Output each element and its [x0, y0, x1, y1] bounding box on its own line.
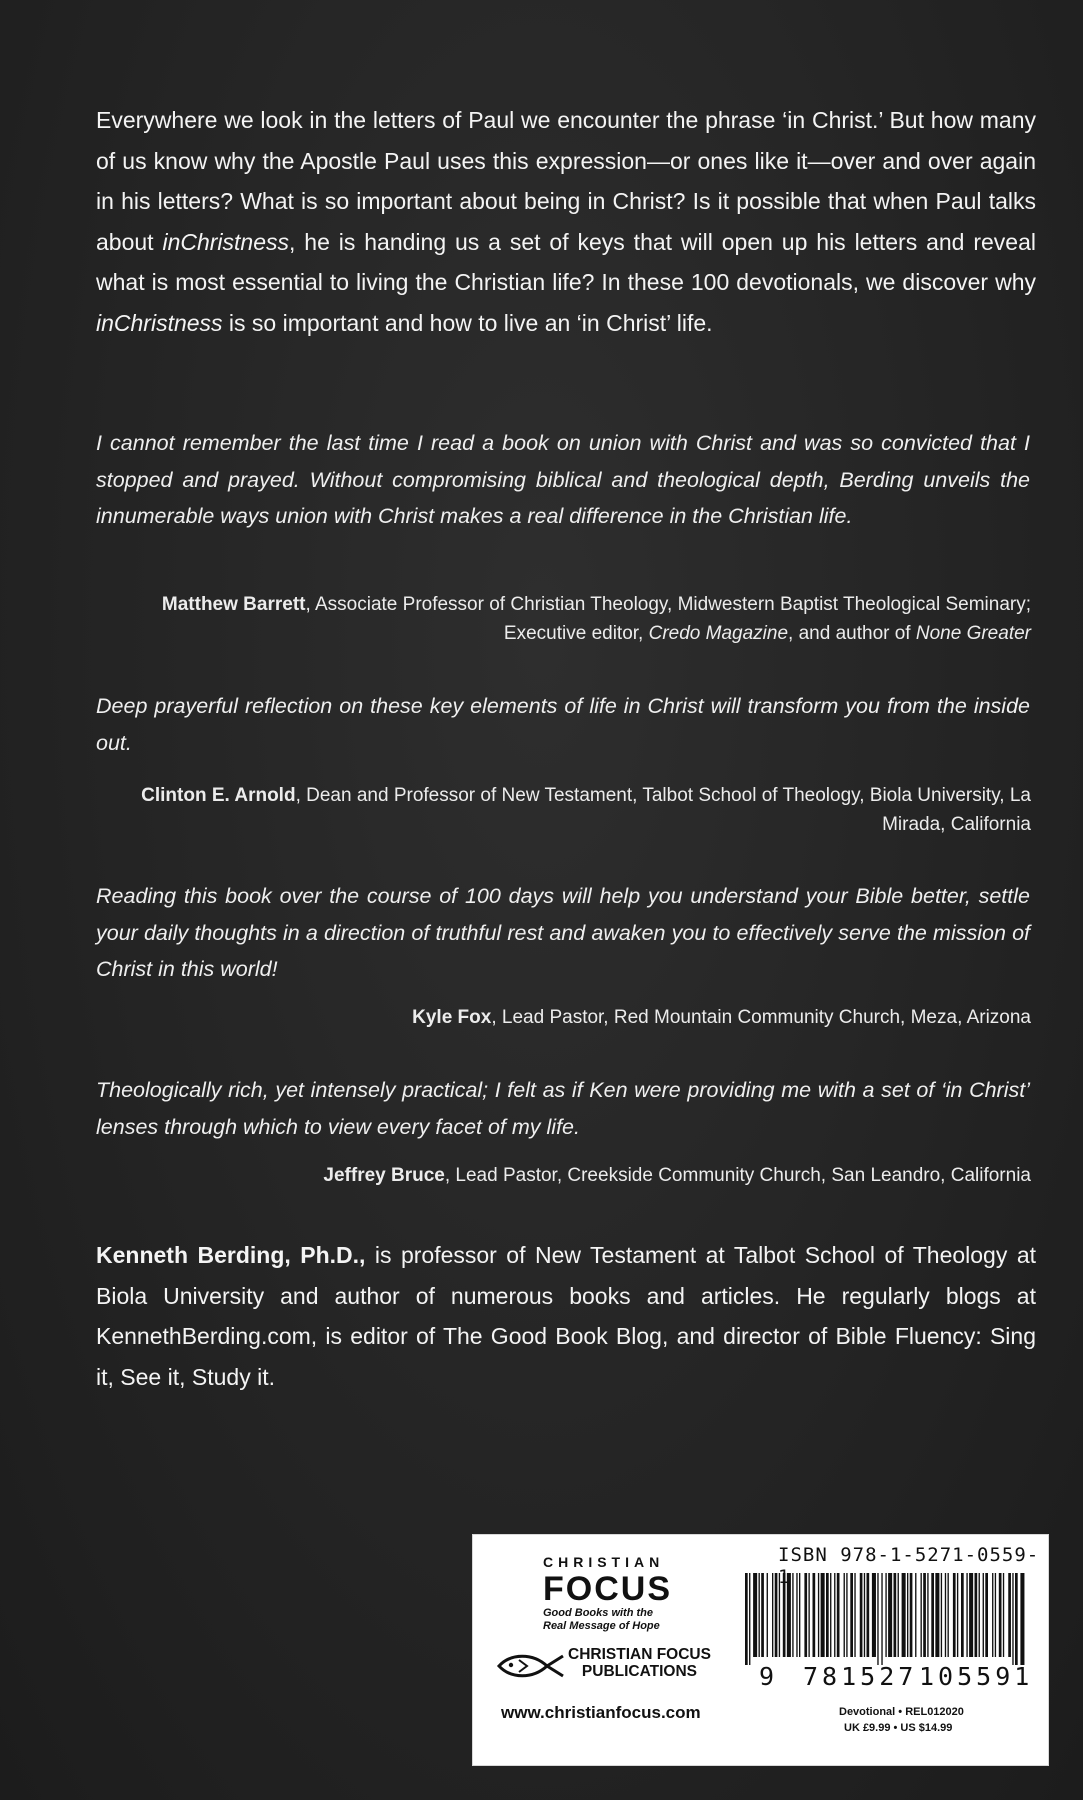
barcode-bar	[864, 1573, 865, 1657]
barcode-bar	[902, 1573, 906, 1657]
author-bio-text: is professor of New Testament at Talbot School of Theology at Biola University and author of numerous books and articles. He regularly blogs at KennethBerding.com, is editor of The Good Book Blog, and director of Bible Fluency: Sing it, See it, Study it.	[96, 1242, 1036, 1390]
barcode-bar	[1020, 1573, 1024, 1665]
barcode-bar	[921, 1573, 922, 1657]
endorser-name: Kyle Fox	[412, 1007, 492, 1028]
barcode-bar	[854, 1573, 855, 1657]
barcode-bar	[966, 1573, 967, 1657]
barcode-bar	[941, 1573, 942, 1657]
publisher-logo	[543, 1553, 693, 1633]
barcode-bar	[983, 1573, 984, 1657]
barcode-bar	[872, 1573, 876, 1657]
barcode-bar	[772, 1573, 773, 1657]
barcode-bar	[877, 1573, 878, 1665]
blurb-emphasis-2: inChristness	[96, 309, 223, 336]
barcode-bar	[753, 1573, 757, 1657]
blurb-text-2: , he is handing us a set of keys that will open up his letters and reveal what is most essential to living the Christian life? In these 100 devotionals, we discover why	[96, 228, 1036, 296]
barcode-bar	[923, 1573, 926, 1657]
barcode-bar	[985, 1573, 988, 1657]
author-bio	[96, 1235, 1036, 1397]
barcode-bar	[826, 1573, 829, 1657]
endorsement-quote-fox: Reading this book over the course of 100 days will help you understand your Bible better, settle your daily thoughts in a direction of truthful rest and awaken you to effectively serve the mission of Christ in this world!	[96, 884, 1030, 981]
barcode-bar	[792, 1573, 793, 1657]
barcode-bar	[888, 1573, 892, 1657]
endorser-name: Clinton E. Arnold	[141, 785, 296, 806]
barcode-bar	[844, 1573, 845, 1657]
endorsement-quote-arnold: Deep prayerful reflection on these key elements of life in Christ will transform you from the inside out.	[96, 694, 1030, 755]
barcode-digits-left: 781527	[803, 1662, 918, 1691]
barcode-bar	[894, 1573, 897, 1657]
ichthys-fish-icon	[493, 1651, 565, 1681]
publisher-website: www.christianfocus.com	[501, 1703, 701, 1722]
logo-main-text: FOCUS	[543, 1570, 672, 1608]
endorsement-quote-barrett: I cannot remember the last time I read a book on union with Christ and was so convicted that I stopped and prayed. Without compromising biblical and theological depth, Berding unveils the innumerable ways union with Christ makes a real difference in the Christian life.	[96, 431, 1030, 528]
barcode-bar	[821, 1573, 825, 1657]
endorser-role: , and author of	[788, 623, 916, 644]
barcode-bar	[745, 1573, 748, 1665]
barcode-bar	[898, 1573, 899, 1657]
barcode-bar	[975, 1573, 978, 1657]
barcode-bar	[1003, 1573, 1004, 1657]
endorser-role-emphasis: Credo Magazine	[648, 623, 789, 644]
barcode-bar	[867, 1573, 870, 1657]
barcode-bar	[830, 1573, 831, 1657]
imprint-name	[568, 1646, 711, 1680]
endorsement-attribution-arnold	[101, 781, 1031, 839]
barcode-bar	[957, 1573, 958, 1657]
author-name: Kenneth Berding, Ph.D.,	[96, 1242, 366, 1268]
book-price: UK £9.99 • US $14.99	[844, 1722, 953, 1734]
endorsement-attribution-fox	[101, 1003, 1031, 1032]
barcode-bar	[935, 1573, 939, 1657]
barcode-bar	[961, 1573, 964, 1657]
imprint-name-line-2: PUBLICATIONS	[581, 1663, 698, 1680]
book-blurb	[96, 100, 1036, 344]
barcode-bar	[927, 1573, 928, 1657]
barcode-bar	[979, 1573, 980, 1657]
barcode-bar	[787, 1573, 791, 1657]
barcode-bar	[846, 1573, 847, 1657]
barcode-bar	[945, 1573, 946, 1657]
endorser-role-emphasis: None Greater	[915, 623, 1031, 644]
barcode-bar	[804, 1573, 807, 1657]
barcode-bar	[779, 1573, 780, 1657]
barcode-graphic	[739, 1573, 1029, 1665]
blurb-text-3: is so important and how to live an ‘in Christ’ life.	[222, 309, 713, 336]
barcode-bar	[931, 1573, 934, 1657]
barcode-bar	[834, 1573, 835, 1657]
barcode-bar	[999, 1573, 1002, 1657]
logo-tagline-1: Good Books with the	[543, 1607, 653, 1619]
endorser-role: , Dean and Professor of New Testament, Talbot School of Theology, Biola University, La Mirada, California	[295, 785, 1031, 835]
imprint-row	[493, 1646, 723, 1686]
barcode-bar	[885, 1573, 886, 1657]
barcode-bar	[759, 1573, 760, 1657]
barcode-bar	[808, 1573, 809, 1657]
barcode-bar	[992, 1573, 993, 1657]
isbn-label: ISBN 978-1-5271-0559-	[778, 1544, 1040, 1566]
barcode-bar	[907, 1573, 908, 1657]
barcode-bar	[953, 1573, 956, 1657]
endorser-name: Matthew Barrett	[161, 594, 306, 615]
imprint-name-line-1: CHRISTIAN FOCUS	[568, 1646, 711, 1663]
barcode-bar	[850, 1573, 853, 1657]
barcode-bar	[881, 1573, 882, 1665]
barcode-bar	[860, 1573, 863, 1657]
barcode-bar	[948, 1573, 949, 1657]
endorsement-quote-bruce: Theologically rich, yet intensely practical; I felt as if Ken were providing me with a set of ‘in Christ’ lenses through which to view every facet of my life.	[96, 1078, 1030, 1139]
endorser-role: , Associate Professor of Christian Theology, Midwestern Baptist Theological Seminary; Executive editor,	[305, 594, 1031, 644]
endorser-role: , Lead Pastor, Red Mountain Community Church, Meza, Arizona	[491, 1007, 1031, 1028]
barcode-bar	[1008, 1573, 1011, 1657]
book-category: Devotional • REL012020	[839, 1706, 964, 1718]
barcode-bar	[969, 1573, 973, 1657]
endorsement-attribution-bruce	[101, 1161, 1031, 1190]
barcode-bar	[995, 1573, 996, 1657]
barcode-bar	[1012, 1573, 1013, 1665]
logo-top-text: CHRISTIAN	[543, 1554, 665, 1570]
blurb-text-1: Everywhere we look in the letters of Paul we encounter the phrase ‘in Christ.’ But how many of us know why the Apostle Paul uses this expression—or ones like it—over and over again in his letters? What is so important about being in Christ? Is it possible that when Paul talks about	[96, 107, 1036, 255]
barcode-bar	[796, 1573, 797, 1657]
barcode-digits-right: 105591	[919, 1662, 1034, 1691]
blurb-emphasis-1: inChristness	[162, 228, 289, 255]
barcode-bar	[783, 1573, 786, 1657]
barcode-bar	[775, 1573, 778, 1657]
barcode-bar	[818, 1573, 819, 1657]
barcode-bar	[767, 1573, 768, 1657]
barcode-bar	[837, 1573, 840, 1657]
barcode-bar	[813, 1573, 816, 1657]
barcode-bar	[749, 1573, 750, 1665]
barcode-bar	[799, 1573, 800, 1657]
barcode-bar	[915, 1573, 916, 1657]
barcode-bar	[761, 1573, 764, 1657]
publisher-barcode-panel	[473, 1535, 1048, 1765]
barcode-bar	[1015, 1573, 1018, 1665]
endorser-name: Jeffrey Bruce	[323, 1165, 445, 1186]
barcode-digit-first: 9	[759, 1662, 775, 1691]
endorsement-attribution-barrett	[101, 590, 1031, 648]
barcode-bar	[910, 1573, 913, 1657]
endorser-role: , Lead Pastor, Creekside Community Church, San Leandro, California	[444, 1165, 1031, 1186]
logo-tagline-2: Real Message of Hope	[543, 1620, 660, 1632]
